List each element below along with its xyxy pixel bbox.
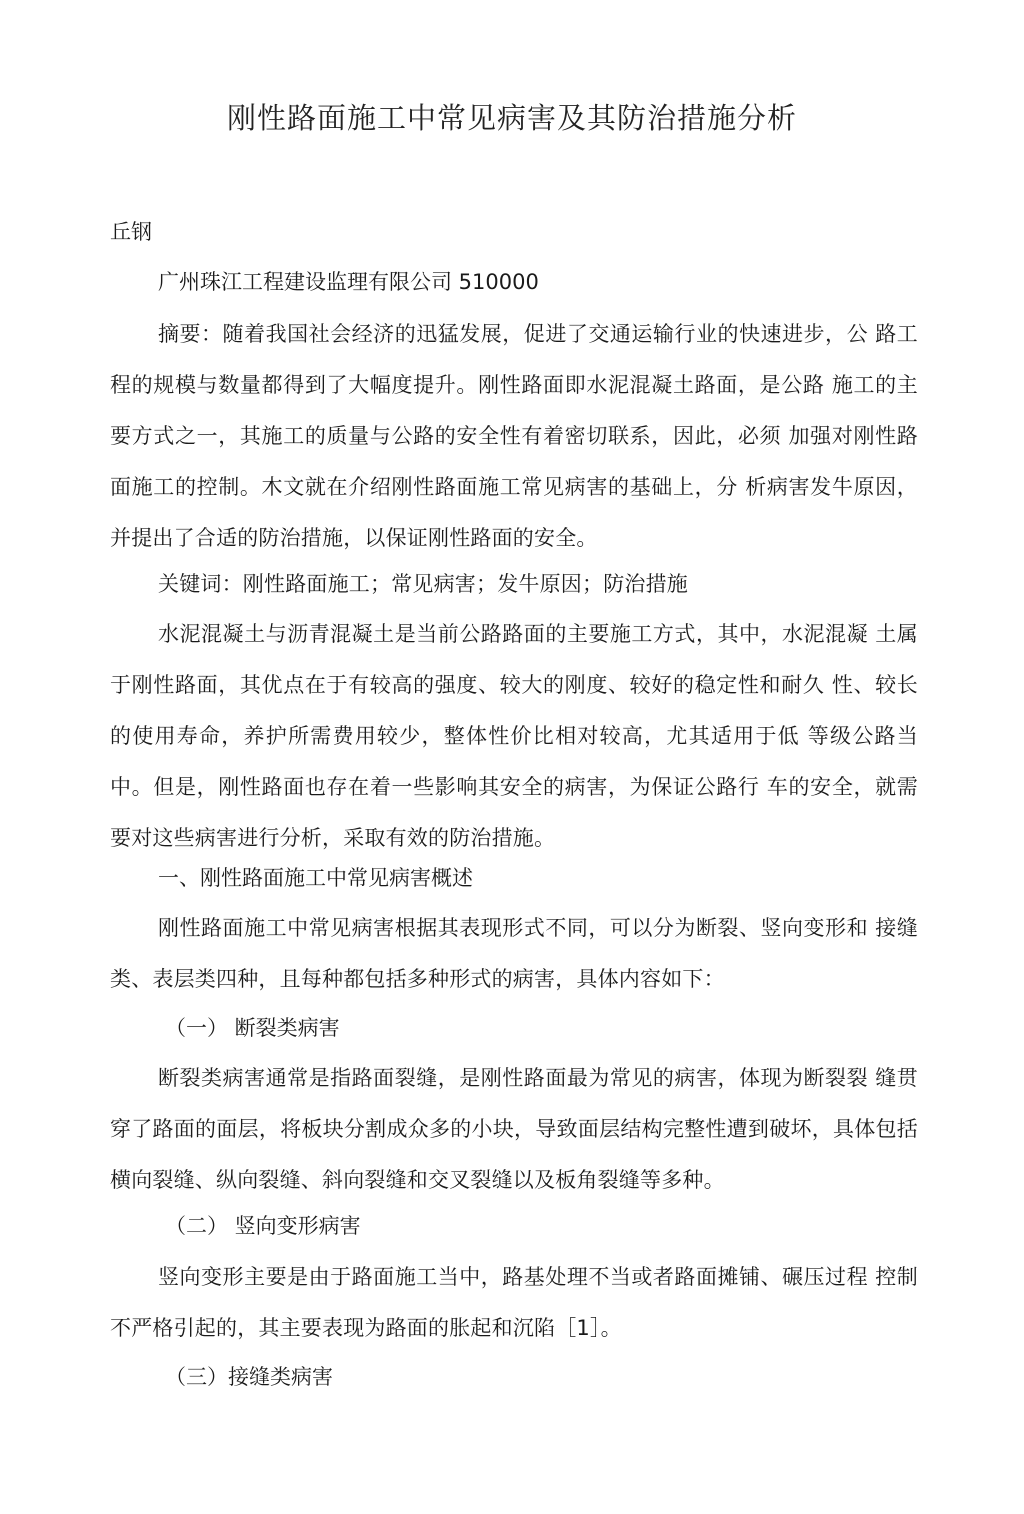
subsection-heading-1: （一） 断裂类病害 xyxy=(165,1016,340,1040)
abstract-paragraph: 摘要：随着我国社会经济的迅猛发展，促进了交通运输行业的快速进步，公 路工程的规模与数量都得到了大幅度提升。刚性路面即水泥混凝土路面，是公路 施工的主要方式之一，其施工的质量与公路的安全性有着密切联系，因此，必须 加强对刚性路面施工的控制。木文就在介绍刚性路面施工常见病害的基础上，分 析病害发牛原因，并提出了合适的防治措施，以保证刚性路面的安全。 xyxy=(110,322,918,550)
subsection-heading-2: （二） 竖向变形病害 xyxy=(165,1214,361,1238)
subsection-2-paragraph: 竖向变形主要是由于路面施工当中，路基处理不当或者路面摊铺、碾压过程 控制不严格引起的，其主要表现为路面的胀起和沉陷［1］。 xyxy=(110,1265,918,1340)
document-title: 刚性路面施工中常见病害及其防治措施分析 xyxy=(226,101,797,135)
author-affiliation: 广州珠江工程建设监理有限公司 510000 xyxy=(158,270,539,294)
subsection-1-paragraph: 断裂类病害通常是指路面裂缝，是刚性路面最为常见的病害，体现为断裂裂 缝贯穿了路面的面层，将板块分割成众多的小块，导致面层结构完整性遭到破坏，具体包括横向裂缝、纵向裂缝、斜向裂缝和交叉裂缝以及板角裂缝等多种。 xyxy=(110,1066,918,1192)
section-heading-1: 一、刚性路面施工中常见病害概述 xyxy=(158,866,473,890)
intro-paragraph: 水泥混凝土与沥青混凝土是当前公路路面的主要施工方式，其中，水泥混凝 土属于刚性路面，其优点在于有较高的强度、较大的刚度、较好的稳定性和耐久 性、较长的使用寿命，养护所需费用较少，整体性价比相对较高，尤其适用于低 等级公路当中。但是，刚性路面也存在着一些影响其安全的病害，为保证公路行 车的安全，就需要对这些病害进行分析，采取有效的防治措施。 xyxy=(110,622,918,850)
keywords-paragraph: 关键词：刚性路面施工；常见病害；发牛原因；防治措施 xyxy=(158,572,688,596)
author-name: 丘钢 xyxy=(110,220,152,244)
subsection-heading-3: （三）接缝类病害 xyxy=(165,1365,333,1389)
section-1-paragraph: 刚性路面施工中常见病害根据其表现形式不同，可以分为断裂、竖向变形和 接缝类、表层类四种，且每种都包括多种形式的病害，具体内容如下： xyxy=(110,916,918,991)
